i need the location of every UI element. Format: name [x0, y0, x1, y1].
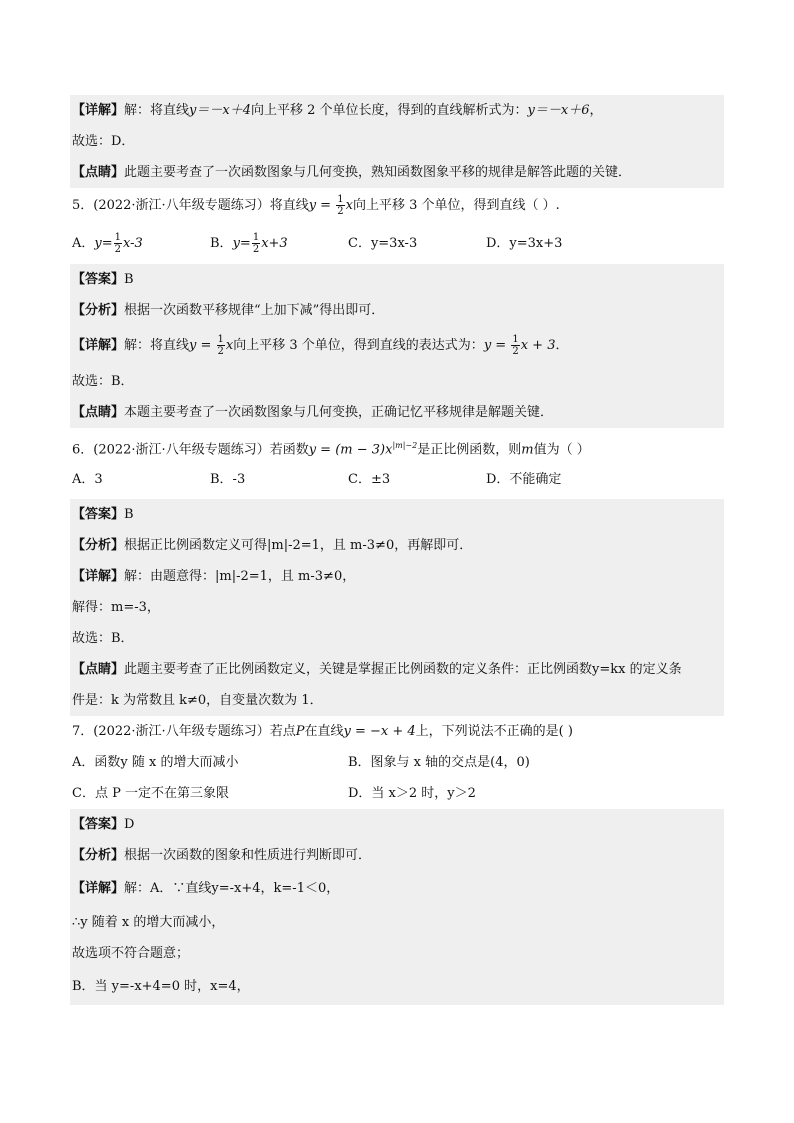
q6-option-d: D．不能确定 — [486, 472, 562, 487]
fraction-half: $\frac{1}{2}$ — [337, 194, 344, 217]
q4-detail-line: 【详解】解：将直线y＝－x＋4向上平移 2 个单位长度，得到的直线解析式为：y＝－x＋6， — [70, 95, 724, 126]
q6-stem: 6．(2022·浙江·八年级专题练习）若函数$y = (m - 3)x^{|m|-2}$是正比例函数，则m值为（ ） — [72, 441, 590, 458]
q6-option-b: B．-3 — [210, 472, 246, 487]
q7-detail-c: 故选项不符合题意； — [70, 938, 724, 969]
q6-option-a: A．3 — [72, 472, 103, 487]
q6-choice-line: 故选：B． — [70, 623, 724, 654]
q7-option-d: D．当 x＞2 时，y＞2 — [348, 786, 476, 801]
q4-comment-line: 【点睛】此题主要考查了一次函数图象与几何变换，熟知函数图象平移的规律是解答此题的关键． — [70, 157, 724, 188]
q6-answer-line: 【答案】B — [70, 499, 724, 530]
q5-stem: 5．(2022·浙江·八年级专题练习）将直线y = $\frac{1}{2}$ x向上平移 3 个单位，得到直线（ ）. — [72, 194, 560, 217]
q5-choice-line: 故选：B． — [70, 366, 724, 397]
q7-analysis-line: 【分析】根据一次函数的图象和性质进行判断即可． — [70, 840, 724, 871]
q7-detail-d: B．当 y=-x+4=0 时，x=4， — [70, 969, 724, 1005]
q7-option-c: C．点 P 一定不在第三象限 — [72, 786, 229, 801]
q7-detail-b: ∴y 随着 x 的增大而减小， — [70, 907, 724, 938]
q6-comment-line: 【点睛】此题主要考查了正比例函数定义，关键是掌握正比例函数的定义条件：正比例函数y=kx 的定义条 — [70, 654, 724, 685]
q5-option-c: C．y=3x-3 — [348, 236, 418, 251]
comment-tag: 【点睛】 — [72, 165, 125, 180]
q7-detail-line: 【详解】解：A．∵直线y=-x+4，k=-1＜0， — [70, 871, 724, 907]
q5-option-d: D．y=3x+3 — [486, 236, 563, 251]
q5-comment-line: 【点睛】本题主要考查了一次函数图象与几何变换，正确记忆平移规律是解题关键． — [70, 397, 724, 428]
q5-detail-line: 【详解】解：将直线y = $\frac{1}{2}$ x向上平移 3 个单位，得到直线的表达式为：y = $\frac{1}{2}$ x + 3． — [70, 326, 724, 366]
q7-stem: 7．(2022·浙江·八年级专题练习）若点P在直线y = −x + 4上，下列说法不正确的是( ) — [72, 724, 573, 739]
q7-options-row1 — [70, 747, 724, 778]
q6-detail-line: 【详解】解：由题意得：|m|-2=1，且 m-3≠0， — [70, 561, 724, 592]
document-page — [70, 95, 724, 1005]
q6-analysis-line: 【分析】根据正比例函数定义可得|m|-2=1，且 m-3≠0，再解即可． — [70, 530, 724, 561]
q7-option-b: B．图象与 x 轴的交点是(4，0) — [348, 755, 530, 770]
q6-option-c: C．±3 — [348, 472, 391, 487]
detail-tag: 【详解】 — [72, 103, 125, 118]
q6-options — [70, 464, 724, 495]
q7-option-a: A．函数y 随 x 的增大而减小 — [72, 755, 239, 770]
q5-option-b: B．y= $\frac{1}{2}$ x+3 — [210, 232, 288, 255]
q6-comment-cont: 件是：k 为常数且 k≠0，自变量次数为 1． — [70, 685, 724, 716]
q5-answer-line: 【答案】B — [70, 264, 724, 295]
q7-answer-line: 【答案】D — [70, 809, 724, 840]
q5-option-a: A．y= $\frac{1}{2}$ x-3 — [72, 232, 143, 255]
q4-choice-line: 故选：D． — [70, 126, 724, 157]
q7-options-row2 — [70, 778, 724, 809]
q5-analysis-line: 【分析】根据一次函数平移规律“上加下减”得出即可． — [70, 295, 724, 326]
q6-solve-line: 解得：m=-3， — [70, 592, 724, 623]
q5-options — [70, 224, 724, 264]
